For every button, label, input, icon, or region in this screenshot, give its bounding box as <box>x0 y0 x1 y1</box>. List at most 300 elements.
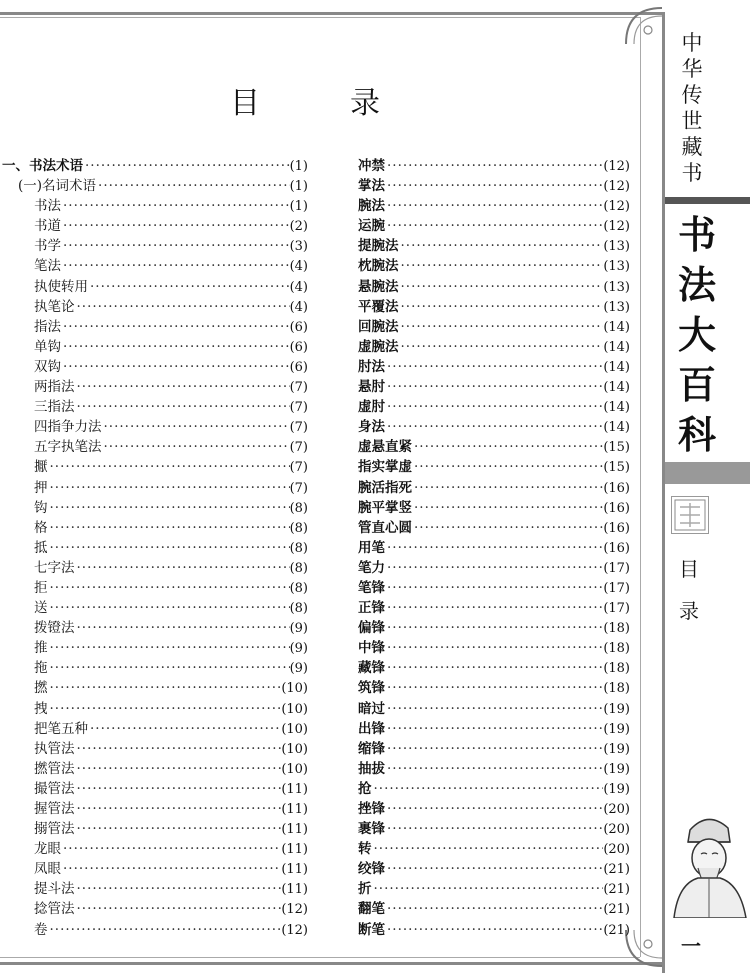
toc-column-right <box>358 154 630 938</box>
toc-entry-label: 笔力 <box>358 559 385 576</box>
toc-entry-page: (17) <box>603 560 630 576</box>
toc-leader-dots <box>61 861 281 877</box>
toc-entry <box>358 154 630 174</box>
frame-border-right <box>662 12 665 973</box>
toc-entry-label: 指法 <box>34 318 61 335</box>
toc-entry <box>2 214 308 234</box>
toc-entry <box>2 234 308 254</box>
toc-entry <box>358 355 630 375</box>
toc-entry <box>2 616 308 636</box>
series-title-char: 世 <box>681 109 703 133</box>
toc-entry-label: 出锋 <box>358 720 385 737</box>
toc-entry-label: 格 <box>34 519 48 536</box>
sidebar-divider-middle <box>665 462 750 484</box>
toc-entry-page: (21) <box>603 882 630 898</box>
toc-entry <box>2 857 308 877</box>
toc-entry-page: (1) <box>289 159 308 174</box>
toc-entry-page: (12) <box>603 199 630 215</box>
toc-entry <box>358 295 630 315</box>
toc-entry-label: 送 <box>34 600 48 617</box>
toc-entry-label: 执笔论 <box>34 298 75 315</box>
toc-leader-dots <box>75 881 282 897</box>
toc-leader-dots <box>399 299 604 315</box>
toc-entry-label: 凤眼 <box>34 861 61 878</box>
toc-leader-dots <box>48 701 282 717</box>
toc-entry-label: 用笔 <box>358 539 385 556</box>
toc-leader-dots <box>75 399 290 415</box>
toc-entry-label: 翻笔 <box>358 901 385 918</box>
toc-entry <box>2 415 308 435</box>
toc-entry <box>358 697 630 717</box>
toc-entry-page: (11) <box>281 822 308 838</box>
toc-entry-page: (17) <box>603 601 630 617</box>
toc-leader-dots <box>385 821 603 837</box>
toc-leader-dots <box>385 218 603 234</box>
toc-entry-page: (17) <box>603 580 630 596</box>
series-title-char: 书 <box>681 161 703 185</box>
toc-entry <box>2 275 308 295</box>
toc-entry-label: 单钩 <box>34 338 61 355</box>
toc-entry-label: 书道 <box>34 218 61 235</box>
toc-leader-dots <box>399 238 604 254</box>
toc-entry-label: 抽拔 <box>358 760 385 777</box>
frame-border-top-inner <box>0 17 640 18</box>
toc-entry-label: 绞锋 <box>358 861 385 878</box>
toc-entry <box>2 375 308 395</box>
toc-entry-label: 回腕法 <box>358 318 399 335</box>
toc-entry-page: (18) <box>603 661 630 677</box>
toc-entry-label: 握管法 <box>34 801 75 817</box>
toc-entry-label: 悬肘 <box>358 379 385 396</box>
toc-leader-dots <box>385 580 603 596</box>
toc-entry-page: (14) <box>603 359 630 375</box>
book-title <box>672 210 722 460</box>
toc-entry-page: (4) <box>289 299 308 315</box>
toc-entry-page: (11) <box>281 781 308 797</box>
toc-leader-dots <box>385 540 603 556</box>
toc-entry-page: (7) <box>289 440 308 456</box>
toc-entry-label: 提斗法 <box>34 881 75 898</box>
toc-leader-dots <box>399 258 604 274</box>
toc-entry <box>358 275 630 295</box>
toc-entry <box>2 817 308 837</box>
toc-entry <box>358 395 630 415</box>
toc-leader-dots <box>75 379 290 395</box>
toc-leader-dots <box>385 379 603 395</box>
toc-leader-dots <box>61 258 290 274</box>
toc-entry <box>358 214 630 234</box>
frame-border-bottom <box>0 962 664 965</box>
toc-entry-page: (10) <box>281 681 308 697</box>
toc-entry <box>358 254 630 274</box>
toc-entry-page: (8) <box>289 540 308 556</box>
toc-leader-dots <box>48 520 290 536</box>
toc-entry <box>2 556 308 576</box>
toc-entry-page: (21) <box>603 922 630 938</box>
toc-entry-label: 肘法 <box>358 358 385 375</box>
toc-entry-page: (1) <box>289 179 308 195</box>
toc-column-left <box>2 154 308 938</box>
toc-entry <box>358 636 630 656</box>
toc-leader-dots <box>48 600 290 616</box>
book-title-char: 科 <box>677 413 716 457</box>
toc-leader-dots <box>385 761 603 777</box>
toc-entry-label: 撚管法 <box>34 760 75 777</box>
toc-entry-page: (3) <box>289 239 308 255</box>
toc-entry-page: (13) <box>603 299 630 315</box>
toc-leader-dots <box>412 459 603 475</box>
toc-leader-dots <box>385 680 603 696</box>
toc-entry-page: (12) <box>281 922 308 938</box>
toc-entry <box>358 676 630 696</box>
toc-entry <box>2 897 308 917</box>
page-number: 一 <box>681 934 701 958</box>
toc-entry <box>2 194 308 214</box>
toc-entry-page: (7) <box>289 380 308 396</box>
toc-entry <box>358 777 630 797</box>
toc-entry <box>358 918 630 938</box>
section-label-char: 目 <box>679 557 699 581</box>
toc-entry-label: 虚腕法 <box>358 338 399 355</box>
toc-leader-dots <box>83 158 290 174</box>
toc-entry-page: (11) <box>281 882 308 898</box>
toc-entry-page: (14) <box>603 420 630 436</box>
toc-leader-dots <box>61 339 290 355</box>
toc-entry-page: (6) <box>289 359 308 375</box>
toc-entry-label: 四指争力法 <box>34 419 102 436</box>
book-title-char: 法 <box>677 263 716 307</box>
toc-entry-page: (14) <box>603 319 630 335</box>
book-title-char: 百 <box>677 363 716 407</box>
toc-entry-label: 龙眼 <box>34 841 61 858</box>
toc-leader-dots <box>75 801 282 817</box>
toc-leader-dots <box>48 922 282 938</box>
toc-entry-label: 冲禁 <box>358 158 385 174</box>
toc-entry-label: (一)名词术语 <box>18 178 97 195</box>
frame-border-right-inner <box>640 17 641 957</box>
toc-entry-page: (19) <box>603 701 630 717</box>
toc-entry-label: 腕平掌竖 <box>358 499 412 516</box>
toc-entry <box>358 737 630 757</box>
toc-entry <box>2 877 308 897</box>
toc-entry-page: (13) <box>603 239 630 255</box>
toc-leader-dots <box>75 901 282 917</box>
toc-entry-label: 笔锋 <box>358 579 385 596</box>
toc-leader-dots <box>48 660 290 676</box>
toc-entry <box>2 576 308 596</box>
book-title-char: 书 <box>677 213 716 257</box>
toc-entry <box>358 817 630 837</box>
toc-entry-label: 拖 <box>34 660 48 677</box>
toc-leader-dots <box>385 660 603 676</box>
toc-entry <box>2 717 308 737</box>
toc-entry-label: 虚悬直紧 <box>358 439 412 456</box>
toc-entry-page: (12) <box>603 159 630 174</box>
toc-leader-dots <box>412 520 603 536</box>
series-title-char: 藏 <box>681 135 703 159</box>
scholar-portrait-icon <box>668 808 748 918</box>
toc-leader-dots <box>412 500 603 516</box>
toc-entry-page: (10) <box>281 741 308 757</box>
toc-entry <box>358 877 630 897</box>
toc-entry-page: (7) <box>289 480 308 496</box>
toc-entry-label: 钩 <box>34 499 48 516</box>
series-title-char: 华 <box>681 57 703 81</box>
toc-entry-label: 身法 <box>358 419 385 436</box>
toc-entry-page: (14) <box>603 400 630 416</box>
toc-entry-label: 腕活指死 <box>358 479 412 496</box>
toc-entry-label: 执管法 <box>34 740 75 757</box>
toc-entry-label: 管直心圆 <box>358 519 412 536</box>
toc-entry-label: 拨镫法 <box>34 620 75 637</box>
toc-entry-page: (15) <box>603 460 630 476</box>
toc-entry <box>358 375 630 395</box>
toc-leader-dots <box>48 640 290 656</box>
toc-entry-label: 虚肘 <box>358 399 385 416</box>
toc-entry <box>2 295 308 315</box>
toc-entry <box>358 797 630 817</box>
toc-entry-label: 裹锋 <box>358 821 385 838</box>
toc-leader-dots <box>48 480 290 496</box>
toc-entry-label: 推 <box>34 640 48 657</box>
toc-entry-label: 拒 <box>34 579 48 596</box>
toc-entry <box>2 154 308 174</box>
toc-leader-dots <box>61 319 290 335</box>
toc-entry-label: 书法 <box>34 198 61 215</box>
toc-entry-page: (14) <box>603 380 630 396</box>
toc-entry-label: 腕法 <box>358 198 385 215</box>
toc-entry-page: (9) <box>289 661 308 677</box>
toc-entry-label: 筑锋 <box>358 680 385 697</box>
toc-entry <box>2 395 308 415</box>
toc-leader-dots <box>61 198 290 214</box>
toc-leader-dots <box>372 841 604 857</box>
toc-leader-dots <box>75 761 282 777</box>
toc-leader-dots <box>75 741 282 757</box>
toc-leader-dots <box>75 821 282 837</box>
toc-entry-label: 指实掌虚 <box>358 459 412 476</box>
toc-entry-label: 一、书法术语 <box>2 158 83 174</box>
toc-leader-dots <box>372 781 604 797</box>
toc-entry <box>358 536 630 556</box>
toc-leader-dots <box>399 279 604 295</box>
toc-entry-label: 转 <box>358 841 372 858</box>
toc-entry-page: (12) <box>281 902 308 918</box>
toc-entry-page: (18) <box>603 681 630 697</box>
toc-entry-label: 中锋 <box>358 640 385 657</box>
toc-entry <box>358 897 630 917</box>
toc-leader-dots <box>385 600 603 616</box>
toc-leader-dots <box>48 680 282 696</box>
toc-entry <box>2 777 308 797</box>
toc-leader-dots <box>48 540 290 556</box>
toc-entry <box>358 315 630 335</box>
toc-entry-page: (16) <box>603 520 630 536</box>
toc-leader-dots <box>385 620 603 636</box>
toc-leader-dots <box>385 741 603 757</box>
toc-leader-dots <box>412 439 603 455</box>
toc-entry <box>2 737 308 757</box>
toc-entry-label: 提腕法 <box>358 238 399 255</box>
toc-entry-label: 正锋 <box>358 600 385 617</box>
section-label-char: 录 <box>679 599 699 623</box>
toc-entry-label: 藏锋 <box>358 660 385 677</box>
toc-entry-page: (21) <box>603 862 630 878</box>
toc-entry-page: (6) <box>289 319 308 335</box>
toc-entry <box>358 194 630 214</box>
toc-entry-page: (16) <box>603 500 630 516</box>
toc-leader-dots <box>102 439 290 455</box>
toc-entry-label: 书学 <box>34 238 61 255</box>
toc-entry-page: (4) <box>289 279 308 295</box>
toc-entry-page: (11) <box>281 842 308 858</box>
toc-leader-dots <box>75 560 290 576</box>
toc-entry-label: 七字法 <box>34 559 75 576</box>
toc-leader-dots <box>48 459 290 475</box>
toc-entry <box>2 174 308 194</box>
toc-entry <box>2 315 308 335</box>
toc-entry-label: 掌法 <box>358 178 385 195</box>
toc-entry-page: (19) <box>603 741 630 757</box>
toc-entry <box>358 596 630 616</box>
series-title <box>669 30 715 186</box>
toc-entry-page: (12) <box>603 219 630 235</box>
toc-entry-page: (20) <box>603 822 630 838</box>
toc-entry <box>358 435 630 455</box>
toc-entry-page: (19) <box>603 721 630 737</box>
toc-leader-dots <box>385 640 603 656</box>
toc-leader-dots <box>399 319 604 335</box>
toc-entry-page: (7) <box>289 400 308 416</box>
toc-entry-page: (4) <box>289 259 308 275</box>
toc-entry <box>358 415 630 435</box>
toc-leader-dots <box>61 841 281 857</box>
toc-entry <box>358 717 630 737</box>
toc-entry-page: (11) <box>281 802 308 817</box>
toc-entry <box>358 556 630 576</box>
toc-entry-label: 卷 <box>34 921 48 938</box>
toc-entry-label: 折 <box>358 881 372 898</box>
toc-entry-label: 运腕 <box>358 218 385 235</box>
toc-leader-dots <box>385 198 603 214</box>
toc-leader-dots <box>385 922 603 938</box>
toc-entry-label: 抢 <box>358 780 372 797</box>
toc-entry-page: (21) <box>603 902 630 918</box>
book-title-char: 大 <box>677 313 716 357</box>
toc-entry-page: (10) <box>281 701 308 717</box>
toc-entry-page: (12) <box>603 179 630 195</box>
toc-entry-page: (8) <box>289 601 308 617</box>
toc-entry-label: 断笔 <box>358 921 385 938</box>
toc-entry-label: 搦管法 <box>34 821 75 838</box>
toc-entry-label: 三指法 <box>34 399 75 416</box>
toc-entry-page: (14) <box>603 339 630 355</box>
toc-leader-dots <box>385 861 603 877</box>
toc-leader-dots <box>385 158 603 174</box>
toc-entry-page: (9) <box>289 621 308 637</box>
toc-entry-page: (18) <box>603 641 630 657</box>
toc-entry <box>2 355 308 375</box>
toc-entry <box>358 496 630 516</box>
toc-leader-dots <box>385 721 603 737</box>
toc-leader-dots <box>61 238 290 254</box>
toc-entry-label: 缩锋 <box>358 740 385 757</box>
toc-entry-label: 枕腕法 <box>358 258 399 275</box>
toc-entry-label: 暗过 <box>358 700 385 717</box>
toc-entry <box>358 837 630 857</box>
toc-leader-dots <box>385 701 603 717</box>
toc-entry <box>358 757 630 777</box>
toc-entry-label: 两指法 <box>34 379 75 396</box>
toc-leader-dots <box>385 419 603 435</box>
toc-entry <box>358 516 630 536</box>
toc-entry-page: (10) <box>281 761 308 777</box>
toc-entry <box>358 656 630 676</box>
toc-entry <box>2 656 308 676</box>
frame-border-bottom-inner <box>0 957 640 958</box>
toc-entry-page: (6) <box>289 339 308 355</box>
toc-entry <box>2 697 308 717</box>
toc-entry <box>358 857 630 877</box>
series-title-char: 传 <box>681 83 703 107</box>
toc-entry-label: 撮管法 <box>34 780 75 797</box>
series-title-char: 中 <box>681 31 703 55</box>
toc-leader-dots <box>385 359 603 375</box>
toc-entry-label: 平覆法 <box>358 298 399 315</box>
toc-entry-label: 撚 <box>34 680 48 697</box>
toc-entry <box>2 335 308 355</box>
toc-entry-page: (19) <box>603 761 630 777</box>
toc-entry <box>2 435 308 455</box>
toc-leader-dots <box>75 620 290 636</box>
toc-entry-label: 执使转用 <box>34 278 88 295</box>
seal-stamp-icon <box>671 496 709 534</box>
toc-entry <box>2 918 308 938</box>
toc-leader-dots <box>61 359 290 375</box>
toc-leader-dots <box>385 178 603 194</box>
toc-entry-label: 五字执笔法 <box>34 439 102 456</box>
toc-entry-page: (8) <box>289 500 308 516</box>
toc-entry-page: (20) <box>603 842 630 858</box>
toc-entry-label: 擫 <box>34 459 48 476</box>
toc-entry-page: (7) <box>289 460 308 476</box>
toc-entry <box>2 596 308 616</box>
toc-entry-label: 拽 <box>34 700 48 717</box>
toc-entry-page: (18) <box>603 621 630 637</box>
toc-entry-page: (8) <box>289 560 308 576</box>
toc-leader-dots <box>372 881 604 897</box>
toc-entry-page: (9) <box>289 641 308 657</box>
toc-entry <box>358 335 630 355</box>
toc-leader-dots <box>48 500 290 516</box>
toc-leader-dots <box>385 901 603 917</box>
toc-entry <box>358 616 630 636</box>
toc-entry <box>358 476 630 496</box>
section-label <box>672 548 706 632</box>
toc-entry-page: (20) <box>603 802 630 817</box>
toc-entry-label: 双钩 <box>34 358 61 375</box>
toc-entry-page: (13) <box>603 279 630 295</box>
toc-entry <box>2 254 308 274</box>
toc-leader-dots <box>102 419 290 435</box>
toc-entry-page: (15) <box>603 440 630 456</box>
toc-entry <box>2 476 308 496</box>
toc-leader-dots <box>412 480 603 496</box>
toc-entry-label: 捻管法 <box>34 901 75 918</box>
toc-entry-label: 挫锋 <box>358 801 385 817</box>
toc-leader-dots <box>385 560 603 576</box>
toc-entry <box>2 536 308 556</box>
